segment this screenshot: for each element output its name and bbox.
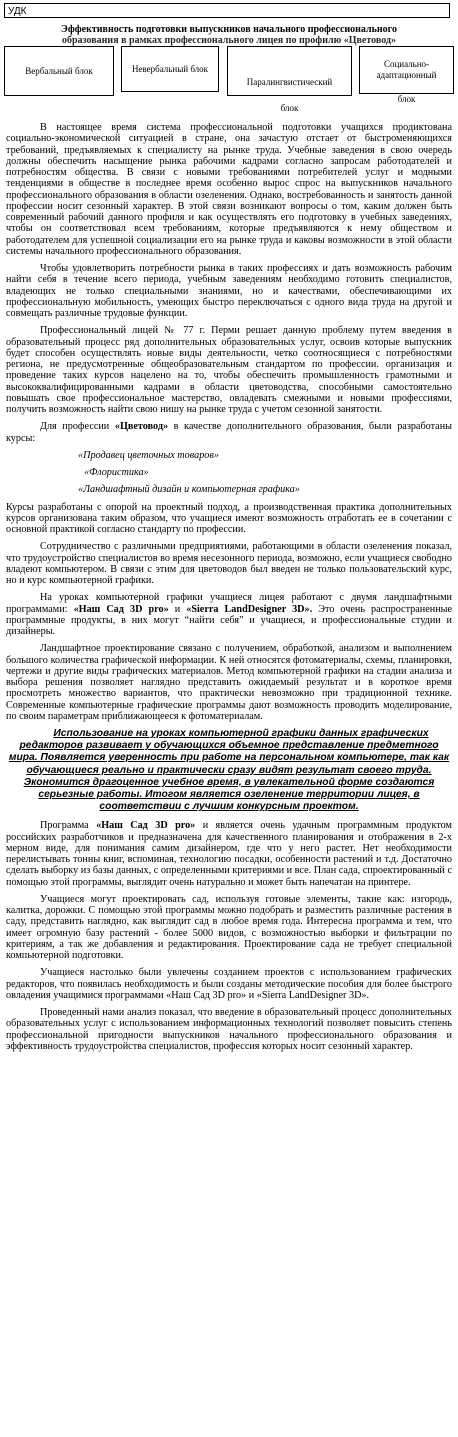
paragraph-7-start: На уроках компьютерной графики учащиеся лицея работают с двумя ландшафтными программами: [6,592,452,615]
paragraph-12: Проведенный нами анализ показал, что введение в образовательный процесс дополнительных образовательных услуг с использованием информационных технологий позволяет повысить степень профессиональной пригодности выпускников начального профессионального образования и эффективность трудоустройства специалистов, профессия которых носит сезонный характер. [6,1007,452,1052]
article-title [0,24,458,46]
paragraph-1: В настоящее время система профессиональной подготовки учащихся продиктована социально-экономической ситуацией в стране, она зачастую отстает от быстроменяющихся требований, предъявляемых к специалисту на рынке труда. Учебные заведения в свою очередь должны обеспечить насыщение рынка рабочими кадрами согласно запросам работодателей и потребностям общества. В связи с новыми требованиями потребителей услуг и модными тенденциями в обществе в последнее время особенно вырос спрос на выпускников начального профессионального образования в области озеленения. Однако, востребованность и занятость данной профессии носит сезонный характер. В этой связи возникают вопросы о том, каким должен быть современный рабочий данного профиля и как осуществлять его подготовку в учебных заведениях, чтобы он соответствовал всем требованиям, которые предъявляются к нему обществом и работодателем для успешной социализации его на рынке труда и каковы возможности в этой области системы начального профессионального образования. [6,122,452,257]
paralinguistic-block-label: Паралингвистический [246,77,333,87]
course-item-seller: «Продавец цветочных товаров» [78,449,219,461]
paragraph-9-end: и является очень удачным программным продуктом российских разработчиков и предназначена для качественного планирования и отображения в 2-х мерном виде, для понимания самим дизайнером, где что у него растет. Нет необходимости перелистывать тонны книг, вспоминая, технологию посадки, особенности растений и т.д. Достаточно сделать выборку из базы данных, с определенными критериями и все. План сада, спроектированный с помощью этой программы, выглядит очень натурально и может быть напечатан на принтере. [6,820,452,888]
paragraph-4-profession: «Цветовод» [114,421,169,433]
nonverbal-block [121,46,219,92]
paragraph-4-end: в качестве дополнительного образования, были разработаны курсы: [6,421,452,444]
course-item-floristics: «Флористика» [84,467,149,478]
paragraph-7-end: Это очень распространенные программные продукты, в них могут “найти себя” и учащиеся, и профессиональные студии и дизайнеры. [6,603,453,637]
program-name-sierra: «Sierra LandDesigner 3D». [186,603,313,615]
highlighted-conclusion: Использование на уроках компьютерной графики данных графических редакторов развивает у обучающихся объемное представление предметного мира. Появляется уверенность при работе на персональном компьютере, так как обучающиеся реально и практически сразу видят результат своего труда. Экономится драгоценное учебное время, в увлекательной форме создаются серьезные работы. Итогом является озеленение территории лицея, в соответствии с лучшим конкурсным проектом. [8,728,450,813]
title-line-1: Эффективность подготовки выпускников начального профессионального [61,24,397,35]
verbal-block [4,46,114,96]
paragraph-7-mid: и [168,603,187,615]
nonverbal-block-label: Невербальный блок [131,63,209,74]
paragraph-9-program: «Наш Сад 3D pro» [96,820,196,832]
paragraph-11: Учащиеся настолько были увлечены созданием проектов с использованием графических редакторов, что появилась необходимость и были созданы методические пособия для более быстрого овладения учащимися программами «Наш Сад 3D pro» и «Sierra LandDesigner 3D». [6,967,452,1001]
program-name-nash-sad: «Наш Сад 3D pro» [73,603,169,615]
paragraph-9 [6,820,452,888]
course-item-landscape: «Ландшафтный дизайн и компьютерная графика» [78,484,300,496]
paragraph-8: Ландшафтное проектирование связано с получением, обработкой, анализом и выполнением большого количества графической информации. К ней относятся фотоматериалы, схемы, планировки, чертежи и другие виды графических материалов. Метод компьютерной графики на стадии анализа и выбора решения позволяет наглядно представить ожидаемый результат и в короткое время просмотреть множество вариантов, что практически невозможно при традиционной технике. Современные компьютерные графические программы дают возможность проводить моделирование, по своим параметрам приближающееся к фотоматериалам. [6,643,452,722]
paragraph-7 [6,592,452,637]
title-line-2: образования в рамках профессионального лицея по профилю «Цветовод» [62,35,396,46]
paragraph-5: Курсы разработаны с опорой на проектный подход, а производственная практика дополнительных курсов организована таким образом, что учащиеся имеют возможность отработать ее в сочетании с основной практикой согласно стандарту по профессии. [6,501,452,535]
article-body [6,122,452,1058]
paralinguistic-block-tail: блок [280,103,299,113]
paragraph-9-start: Программа [40,820,97,832]
socio-adaptive-block-tail: блок [397,94,416,104]
verbal-block-label: Вербальный блок [25,65,93,76]
paragraph-3: Профессиональный лицей № 77 г. Перми решает данную проблему путем введения в образовательный процесс ряд дополнительных образовательных услуг, освоив которые выпускник будет способен осуществлять новые виды деятельности, четко соотносящиеся с потребностями региона, не предусмотренные общеобразовательным стандартом по профессии. организация и проведение таких курсов нацелено на то, чтобы обеспечить промышленность грамотными и высококвалифицированными кадрами в области цветоводства, способными самостоятельно повышать свое профессиональное мастерство, овладевать смежными и новыми профессиями, получить возможность найти свою нишу на рынке труда с учетом сезонной занятости. [6,325,452,415]
paragraph-6: Сотрудничество с различными предприятиями, работающими в области озеленения показал, что трудоустройство специалистов во время несезонного периода, возможно, если учащиеся свободно владеют компьютером. В связи с этим для цветоводов был введен не только пользовательский курс, но и курс компьютерной графики. [6,541,452,586]
socio-adaptive-block-label: Социально-адаптационный [376,59,437,80]
paragraph-2: Чтобы удовлетворить потребности рынка в таких профессиях и дать возможность рабочим найти себя в течение всего периода, учебным заведениям необходимо готовить специалистов, владеющих не только специальными знаниями, но и качествами, обеспечивающими их профессиональную мобильность, умеющих быстро переключаться с одного вида труда на другой и совмещать различные трудовые функции. [6,263,452,319]
socio-adaptive-block [359,46,454,104]
paragraph-4 [6,421,452,444]
udk-field [4,3,450,18]
paragraph-10: Учащиеся могут проектировать сад, используя готовые элементы, такие как: изгородь, калитка, дорожки. С помощью этой программы можно подобрать и разместить различные растения в саду, представить наглядно, как выглядит сад в любое время года. Интересна программа и тем, что имеет огромную базу растений - более 5000 видов, с возможностью выборки и фильтрации по критериям, а так же добавления и редактирования. Проектирование сада не требует специальной компьютерной подготовки. [6,893,452,962]
udk-label: УДК [8,6,27,17]
paralinguistic-block [227,46,352,113]
paragraph-4-start: Для профессии [40,421,115,433]
